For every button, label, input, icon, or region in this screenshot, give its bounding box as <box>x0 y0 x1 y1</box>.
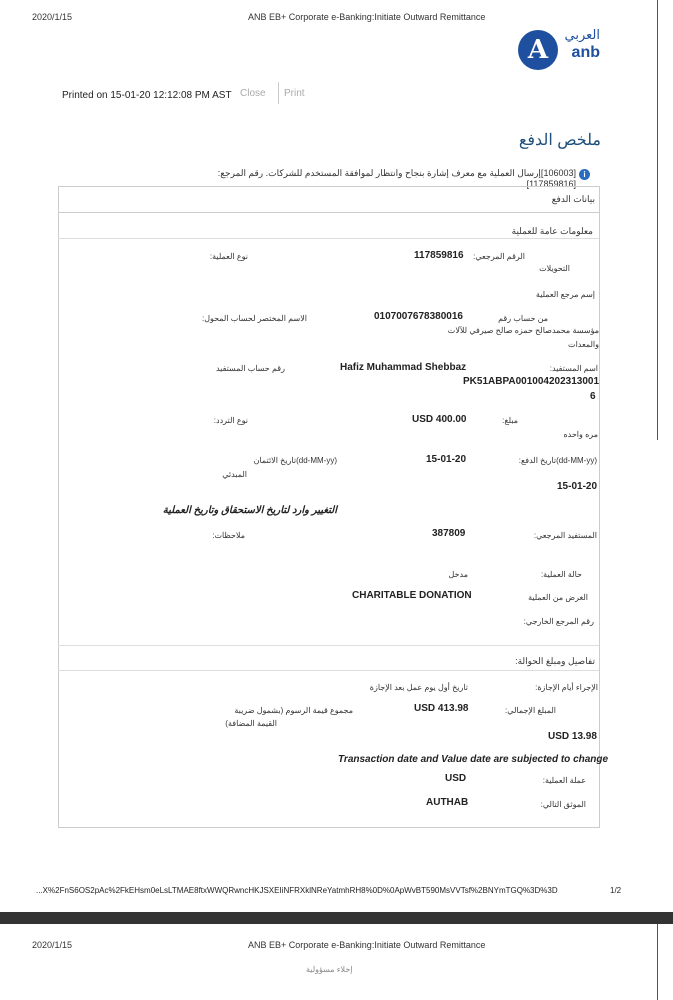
beneficiary-ref-value: 387809 <box>432 528 466 539</box>
payment-date-value: 15-01-20 <box>426 454 467 465</box>
footer-url: ...X%2FnS6OS2pAc%2FkEHsm0eLsLTMAE8ftxWWQRwncHKJSXEIiNFRXklNReYatmhRH8%0D%0ApWvBT590MsVVTsf%2BNYmTGQ%3D%3D <box>36 886 558 895</box>
transaction-type-label: نوع العملية: <box>209 252 248 261</box>
account-short-name-label: الاسم المختصر لحساب المحول: <box>201 314 307 323</box>
purpose-label: الغرض من العملية <box>528 593 588 602</box>
credit-date-label-2: المبدئي <box>222 470 247 479</box>
fees-label-1: مجموع قيمة الرسوم (بشمول ضريبة <box>234 706 353 715</box>
action-divider <box>278 82 279 104</box>
page-title: ملخص الدفع <box>518 132 601 149</box>
print-title: ANB EB+ Corporate e-Banking:Initiate Outward Remittance <box>248 12 486 22</box>
transfer-top-divider <box>58 645 599 646</box>
reference-no-value: 117859816 <box>414 250 464 261</box>
printed-on: Printed on 15-01-20 12:12:08 PM AST <box>62 90 232 101</box>
beneficiary-ref-label: المستفيد المرجعي: <box>533 531 597 540</box>
notes-label: ملاحظات: <box>212 531 245 540</box>
status-label: حالة العملية: <box>540 570 582 579</box>
disclaimer[interactable]: إخلاء مسؤولية <box>306 965 353 974</box>
reference-no-label: الرقم المرجعي: <box>473 252 525 261</box>
authorizer-value: AUTHAB <box>426 797 469 808</box>
holiday-label: الإجراء أيام الإجازة: <box>535 683 598 692</box>
beneficiary-account-value-2: 6 <box>590 391 596 402</box>
logo-mark-icon: A <box>518 30 558 70</box>
date-change-notice-en: Transaction date and Value date are subjected to change <box>338 754 609 765</box>
info-message: [106003]إرسال العملية مع معرف إشارة بنجاح وانتظار لموافقة المستخدم للشركات. رقم المرجع: [117859816] <box>217 168 576 189</box>
beneficiary-name-label: اسم المستفيد: <box>549 364 598 373</box>
beneficiary-name-value: Hafiz Muhammad Shebbaz <box>340 362 467 373</box>
fees-label-2: القيمة المضافة) <box>225 719 277 728</box>
amount-label: مبلغ: <box>502 416 518 425</box>
currency-value: USD <box>445 773 467 784</box>
panel-divider <box>58 212 599 213</box>
transaction-ref-name-label: إسم مرجع العملية <box>535 290 595 299</box>
credit-date-label-1: (dd-MM-yy)تاريخ الائتمان <box>253 456 337 465</box>
total-value: USD 413.98 <box>414 703 469 714</box>
print-date: 2020/1/15 <box>32 12 73 22</box>
external-ref-label: رقم المرجع الخارجي: <box>523 617 594 626</box>
close-link[interactable]: Close <box>240 88 266 99</box>
status-value: مدخل <box>448 570 468 579</box>
account-holder-value: مؤسسة محمدصالح حمزه صالح صيرفي للآلات والمعدات <box>447 326 599 349</box>
general-info-divider <box>58 238 599 239</box>
authorizer-label: الموثق التالي: <box>540 800 586 809</box>
date-change-notice-ar: التغيير وارد لتاريخ الاستحقاق وتاريخ العملية <box>162 505 337 516</box>
transfer-header: تفاصيل ومبلغ الحوالة: <box>515 656 595 666</box>
purpose-value: CHARITABLE DONATION <box>352 590 472 601</box>
general-info-header: معلومات عامة للعملية <box>511 226 593 236</box>
logo-arabic: العربي <box>564 28 600 43</box>
print-link[interactable]: Print <box>284 88 305 99</box>
currency-label: عملة العملية: <box>542 776 586 785</box>
beneficiary-account-label: رقم حساب المستفيد <box>215 364 285 373</box>
frequency-label: نوع التردد: <box>213 416 248 425</box>
payment-date-label: (dd-MM-yy)تاريخ الدفع: <box>518 456 597 465</box>
from-account-label: من حساب رقم <box>498 314 548 323</box>
credit-date-value: 15-01-20 <box>557 481 598 492</box>
right-edge-line <box>657 0 658 440</box>
payment-data-header: بيانات الدفع <box>551 194 595 204</box>
transaction-type-value: التحويلات <box>539 264 570 273</box>
beneficiary-account-value-1: PK51ABPA001004202313001 <box>463 376 600 387</box>
transfer-divider <box>58 670 599 671</box>
page-number: 1/2 <box>610 886 622 895</box>
next-page-title: ANB EB+ Corporate e-Banking:Initiate Outward Remittance <box>248 940 486 950</box>
info-icon: i <box>579 169 590 180</box>
logo-english: anb <box>571 44 600 61</box>
fees-value: USD 13.98 <box>548 731 597 742</box>
page-break-bar <box>0 912 673 924</box>
total-label: المبلغ الإجمالي: <box>505 706 556 715</box>
amount-value: USD 400.00 <box>412 414 467 425</box>
next-page-date: 2020/1/15 <box>32 940 73 950</box>
holiday-value: تاريخ أول يوم عمل بعد الإجازة <box>369 683 468 692</box>
from-account-value: 0107007678380016 <box>374 311 463 322</box>
frequency-value: مره واحده <box>563 430 598 439</box>
right-edge-line-lower <box>657 924 658 1000</box>
